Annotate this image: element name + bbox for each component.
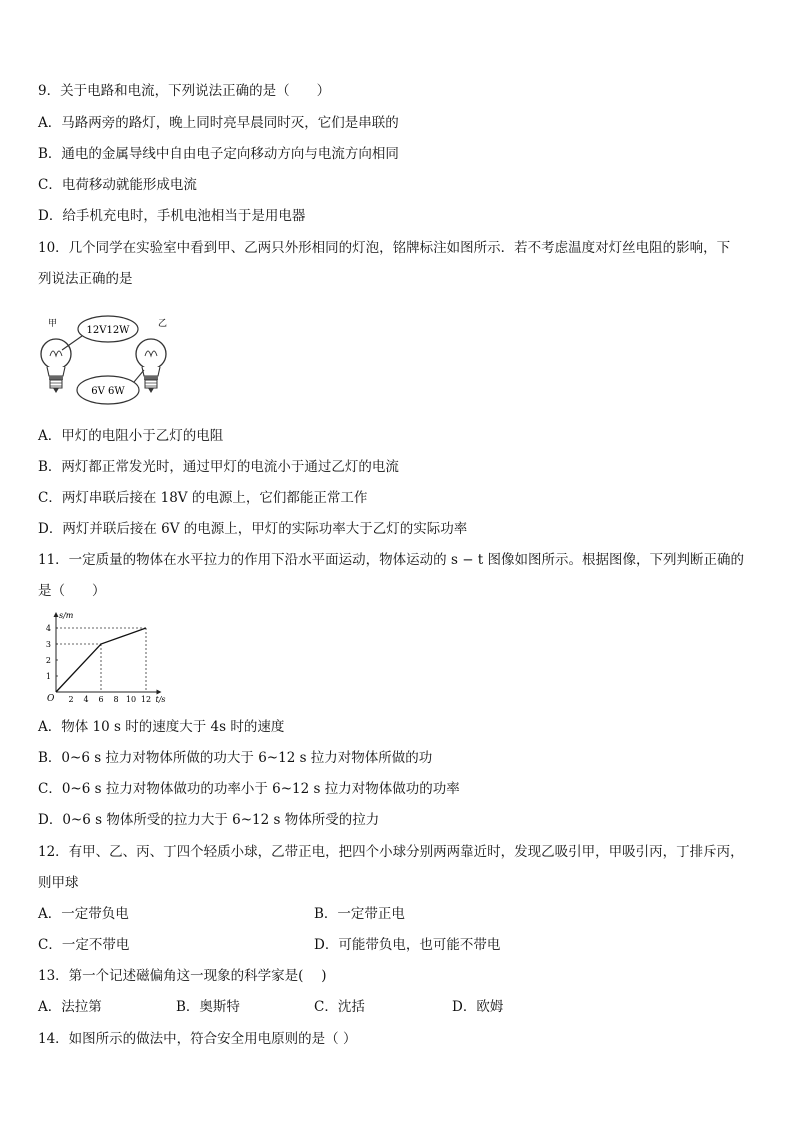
q12-stem-line2: 则甲球 bbox=[38, 875, 79, 891]
q14-stem: 14．如图所示的做法中，符合安全用电原则的是（ ） bbox=[38, 1031, 357, 1047]
q11-option-c: C．0~6 s 拉力对物体做功的功率小于 6~12 s 拉力对物体做功的功率 bbox=[38, 781, 460, 797]
bulb-yi-glass bbox=[136, 339, 166, 369]
q13-option-d: D．欧姆 bbox=[452, 999, 504, 1015]
bulb-yi-neck bbox=[142, 367, 160, 376]
x-tick-8: 8 bbox=[113, 695, 119, 704]
q12-stem-line1: 12．有甲、乙、丙、丁四个轻质小球，乙带正电，把四个小球分别两两靠近时，发现乙吸引甲，甲吸引丙，丁排斥丙， bbox=[38, 844, 744, 860]
q10-option-b: B．两灯都正常发光时，通过甲灯的电流小于通过乙灯的电流 bbox=[38, 459, 399, 475]
q10-option-d: D．两灯并联后接在 6V 的电源上，甲灯的实际功率大于乙灯的实际功率 bbox=[38, 521, 468, 537]
bulb-jia-tip bbox=[53, 388, 59, 393]
q13-option-a: A．法拉第 bbox=[38, 999, 102, 1015]
q11-option-b: B．0~6 s 拉力对物体所做的功大于 6~12 s 拉力对物体所做的功 bbox=[38, 750, 433, 766]
q10-option-c: C．两灯串联后接在 18V 的电源上，它们都能正常工作 bbox=[38, 490, 368, 506]
q11-stem-line1: 11．一定质量的物体在水平拉力的作用下沿水平面运动，物体运动的 s − t 图像如图所示。根据图像，下列判断正确的 bbox=[38, 552, 745, 568]
bulb-jia-base-band bbox=[49, 376, 63, 380]
q9-option-b: B．通电的金属导线中自由电子定向移动方向与电流方向相同 bbox=[38, 146, 399, 162]
bulb-jia-label: 甲 bbox=[48, 319, 58, 329]
q11-option-a: A．物体 10 s 时的速度大于 4s 时的速度 bbox=[38, 719, 285, 735]
y-axis-label: s/m bbox=[59, 611, 74, 620]
bubble-top-pointer bbox=[62, 336, 82, 350]
q10-option-a: A．甲灯的电阻小于乙灯的电阻 bbox=[38, 428, 224, 444]
y-tick-2: 2 bbox=[45, 656, 51, 665]
x-tick-6: 6 bbox=[98, 695, 104, 704]
q13-stem: 13．第一个记述磁偏角这一现象的科学家是( ) bbox=[38, 968, 327, 984]
q10-stem-line2: 列说法正确的是 bbox=[38, 271, 133, 287]
bubble-bottom-pointer bbox=[134, 370, 144, 382]
q12-option-c: C．一定不带电 bbox=[38, 937, 130, 953]
bulb-jia-base bbox=[50, 380, 62, 388]
q11-option-d: D．0~6 s 物体所受的拉力大于 6~12 s 物体所受的拉力 bbox=[38, 812, 380, 828]
st-chart-svg bbox=[36, 608, 176, 706]
y-tick-4: 4 bbox=[45, 624, 51, 633]
bulb-yi-tip bbox=[148, 388, 154, 393]
y-axis-arrow bbox=[54, 612, 59, 617]
q12-option-b: B．一定带正电 bbox=[314, 906, 405, 922]
q9-stem: 9．关于电路和电流，下列说法正确的是（ ） bbox=[38, 83, 331, 99]
bulb-yi-label: 乙 bbox=[158, 319, 168, 329]
q13-option-c: C．沈括 bbox=[314, 999, 365, 1015]
q9-option-d: D．给手机充电时，手机电池相当于是用电器 bbox=[38, 208, 306, 224]
bulb-yi-base-band bbox=[144, 376, 158, 380]
q9-option-a: A．马路两旁的路灯，晚上同时亮早晨同时灭，它们是串联的 bbox=[38, 115, 399, 131]
x-axis-label: t/s bbox=[155, 695, 166, 704]
bulb-jia-filament bbox=[50, 351, 62, 356]
y-tick-3: 3 bbox=[45, 640, 51, 649]
origin-label: O bbox=[47, 694, 55, 704]
y-tick-1: 1 bbox=[45, 672, 51, 681]
bulb-jia-neck bbox=[47, 367, 65, 376]
st-graph bbox=[36, 608, 176, 706]
bulb-jia-glass bbox=[41, 339, 71, 369]
q11-stem-line2: 是（ ） bbox=[38, 583, 106, 599]
bubble-bottom-text: 6V 6W bbox=[91, 386, 125, 397]
q12-option-d: D．可能带负电，也可能不带电 bbox=[314, 937, 501, 953]
x-tick-2: 2 bbox=[68, 695, 74, 704]
x-axis-arrow bbox=[157, 690, 162, 695]
q9-option-c: C．电荷移动就能形成电流 bbox=[38, 177, 197, 193]
x-tick-12: 12 bbox=[140, 695, 152, 704]
bulb-yi-filament bbox=[145, 351, 157, 356]
bulb-figure bbox=[36, 312, 172, 408]
q12-option-a: A．一定带负电 bbox=[38, 906, 129, 922]
q10-stem-line1: 10．几个同学在实验室中看到甲、乙两只外形相同的灯泡，铭牌标注如图所示．若不考虑温度对灯丝电阻的影响，下 bbox=[38, 240, 731, 256]
bubble-top-text: 12V12W bbox=[86, 325, 130, 336]
q13-option-b: B．奥斯特 bbox=[176, 999, 240, 1015]
x-tick-4: 4 bbox=[83, 695, 89, 704]
x-tick-10: 10 bbox=[125, 695, 137, 704]
bulb-yi-base bbox=[145, 380, 157, 388]
